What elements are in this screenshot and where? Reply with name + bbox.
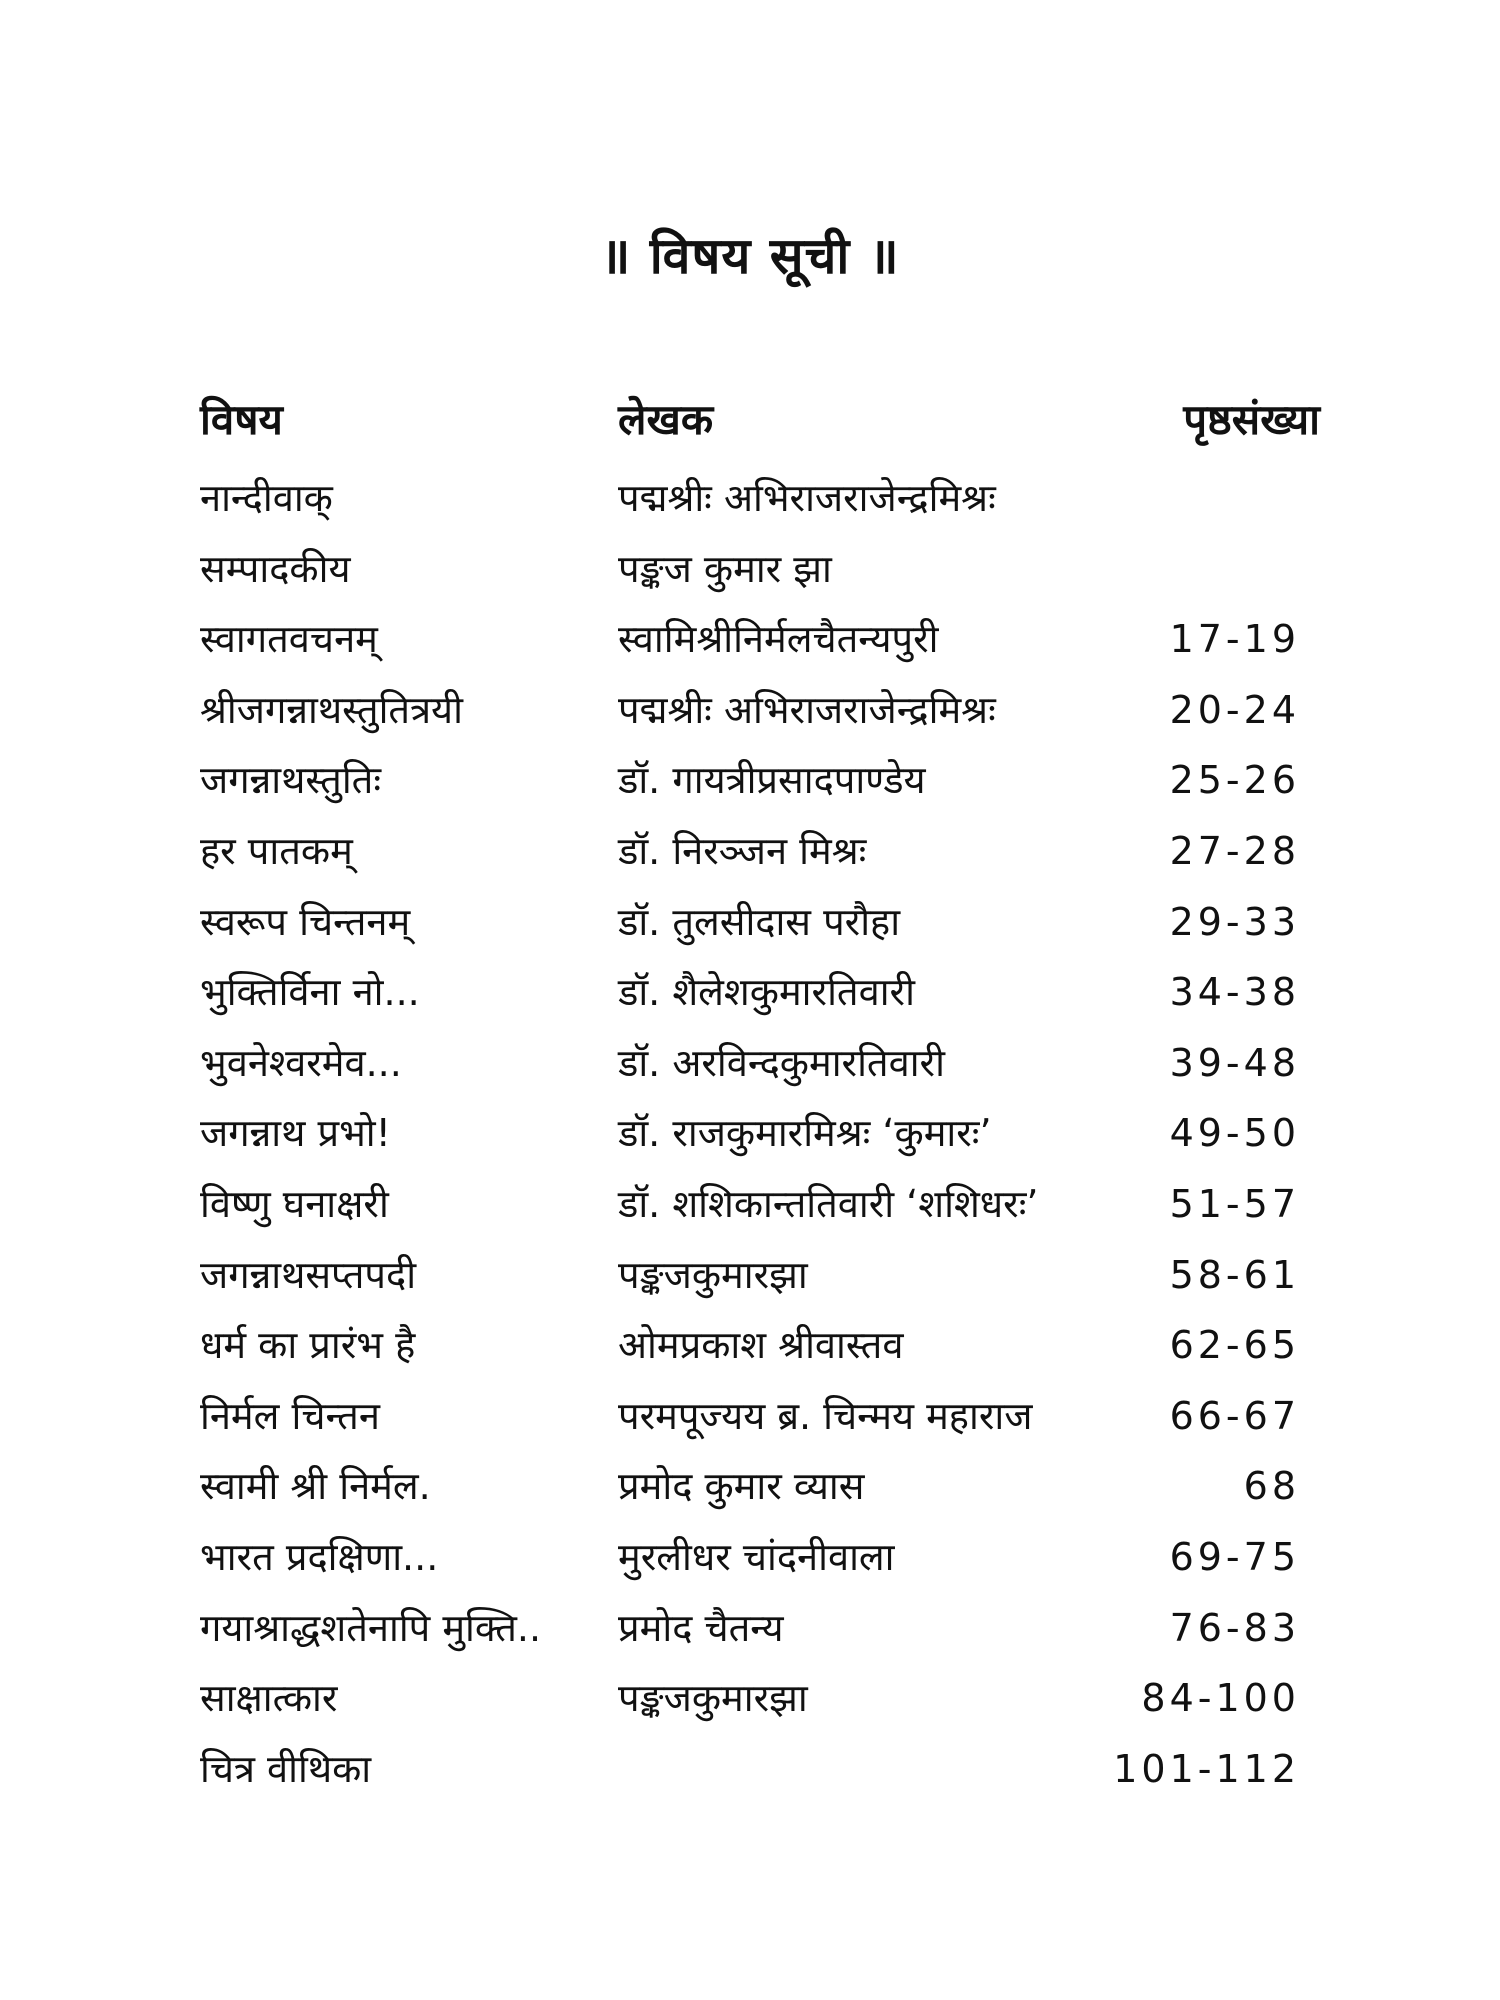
toc-row [200,752,1320,823]
toc-list [200,470,1320,1811]
header-author: लेखक [618,395,714,444]
toc-subject: भुवनेश्वरमेव... [200,1040,402,1085]
toc-subject: जगन्नाथसप्तपदी [200,1252,417,1297]
toc-author: डॉ. शैलेशकुमारतिवारी [618,970,915,1015]
toc-subject: गयाश्राद्धशतेनापि मुक्ति.. [200,1605,542,1650]
toc-author: मुरलीधर चांदनीवाला [618,1534,895,1579]
toc-subject: स्वरूप चिन्तनम् [200,899,411,944]
toc-subject: चित्र वीथिका [200,1746,372,1791]
toc-subject: स्वामी श्री निर्मल. [200,1464,431,1509]
toc-author: स्वामिश्रीनिर्मलचैतन्यपुरी [618,617,939,662]
toc-author: डॉ. शशिकान्ततिवारी ‘शशिधरः’ [618,1181,1039,1226]
toc-author: पद्मश्रीः अभिराजराजेन्द्रमिश्रः [618,476,996,520]
toc-pages: 27-28 [1169,828,1300,873]
toc-subject: भुक्तिर्विना नो... [200,970,420,1015]
header-pages: पृष्ठसंख्या [1183,395,1320,444]
toc-author: पङ्कजकुमारझा [618,1252,808,1297]
toc-author: डॉ. अरविन्दकुमारतिवारी [618,1040,945,1085]
toc-subject: निर्मल चिन्तन [200,1393,380,1438]
toc-author: परमपूज्यय ब्र. चिन्मय महाराज [618,1393,1033,1438]
toc-pages: 62-65 [1169,1323,1300,1368]
toc-pages: 25-26 [1169,758,1300,803]
toc-row [200,964,1320,1035]
toc-subject: धर्म का प्रारंभ है [200,1323,416,1368]
toc-row [200,470,1320,541]
toc-row [200,1670,1320,1741]
toc-pages: 20-24 [1169,687,1300,732]
toc-row [200,611,1320,682]
toc-subject: श्रीजगन्नाथस्तुतित्रयी [200,687,463,732]
toc-pages: 29-33 [1169,899,1300,944]
toc-author: डॉ. तुलसीदास परौहा [618,899,901,944]
toc-row [200,823,1320,894]
toc-author: पद्मश्रीः अभिराजराजेन्द्रमिश्रः [618,687,996,732]
toc-pages: 51-57 [1169,1181,1300,1226]
toc-row [200,1529,1320,1600]
toc-pages: 69-75 [1169,1534,1300,1579]
toc-row [200,1176,1320,1247]
toc-subject: नान्दीवाक् [200,476,333,520]
toc-author: डॉ. राजकुमारमिश्रः ‘कुमारः’ [618,1111,992,1156]
toc-pages: 76-83 [1169,1605,1300,1650]
toc-row [200,1741,1320,1812]
toc-subject: हर पातकम् [200,828,353,873]
page-title: ॥ विषय सूची ॥ [600,227,900,285]
toc-author: डॉ. गायत्रीप्रसादपाण्डेय [618,758,926,803]
toc-subject: साक्षात्कार [200,1676,338,1721]
toc-pages: 68 [1243,1464,1300,1509]
toc-row [200,1105,1320,1176]
toc-pages: 58-61 [1169,1252,1300,1297]
toc-pages: 39-48 [1169,1040,1300,1085]
toc-author: पङ्कज कुमार झा [618,546,832,591]
toc-subject: स्वागतवचनम् [200,617,378,662]
toc-author: प्रमोद कुमार व्यास [618,1464,865,1509]
toc-subject: भारत प्रदक्षिणा... [200,1534,439,1579]
toc-row [200,682,1320,753]
toc-pages: 34-38 [1169,970,1300,1015]
toc-pages: 66-67 [1169,1393,1300,1438]
toc-author: प्रमोद चैतन्य [618,1605,784,1650]
toc-subject: सम्पादकीय [200,546,351,591]
toc-row [200,894,1320,965]
toc-row [200,1317,1320,1388]
toc-author: डॉ. निरञ्जन मिश्रः [618,828,867,873]
toc-author: ओमप्रकाश श्रीवास्तव [618,1323,904,1368]
toc-row [200,1388,1320,1459]
toc-pages: 49-50 [1169,1111,1300,1156]
toc-subject: जगन्नाथस्तुतिः [200,758,381,803]
toc-row [200,541,1320,612]
toc-header [200,390,1320,460]
toc-row [200,1458,1320,1529]
toc-pages: 84-100 [1141,1676,1300,1721]
toc-subject: विष्णु घनाक्षरी [200,1181,389,1226]
toc-author: पङ्कजकुमारझा [618,1676,808,1721]
toc-row [200,1247,1320,1318]
header-subject: विषय [200,395,283,444]
toc-row [200,1600,1320,1671]
toc-pages: 101-112 [1113,1746,1300,1791]
toc-row [200,1035,1320,1106]
toc-subject: जगन्नाथ प्रभो! [200,1111,391,1156]
toc-pages: 17-19 [1169,617,1300,662]
